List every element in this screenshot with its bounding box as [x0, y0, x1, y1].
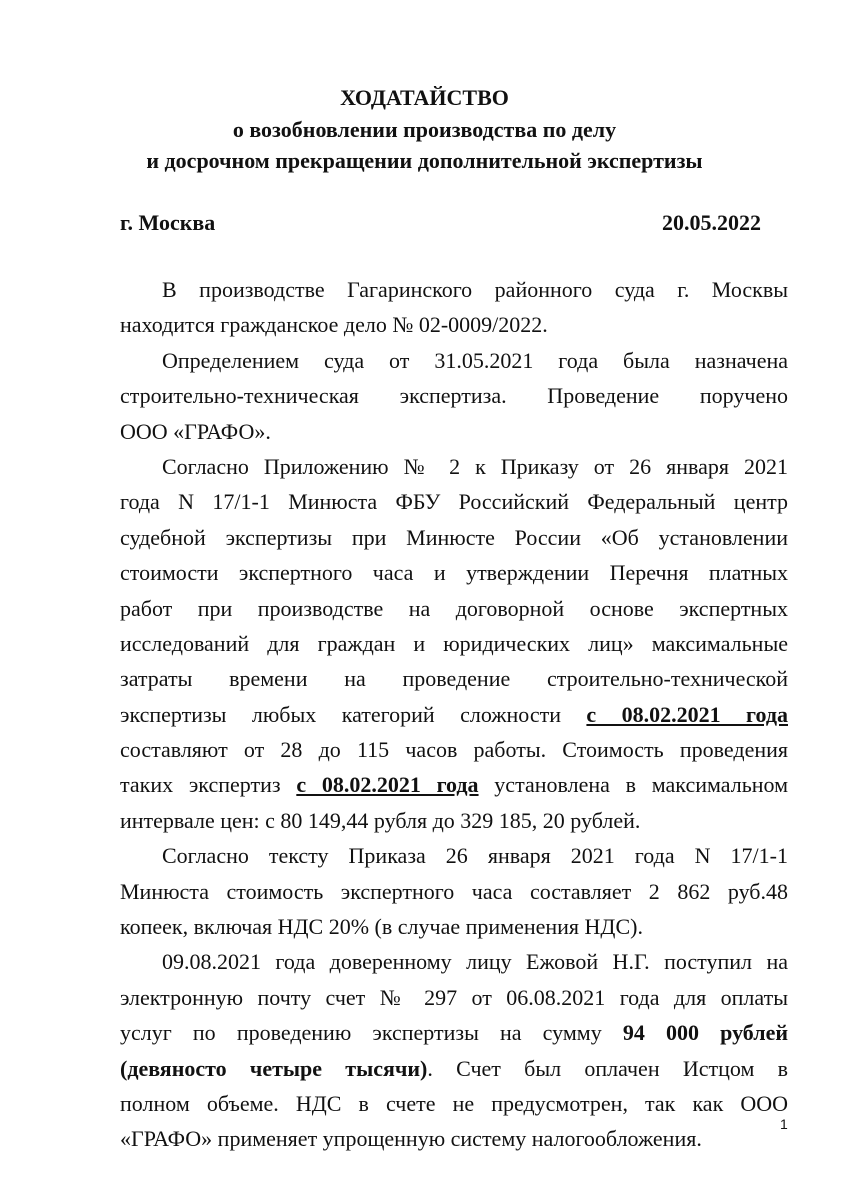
- text-line: [120, 874, 788, 909]
- paragraph: [120, 449, 788, 838]
- text-segment: В производстве Гагаринского районного суда г. Москвы: [162, 277, 788, 302]
- text-line: [120, 343, 788, 378]
- emphasized-text: с 08.02.2021 года: [296, 772, 479, 798]
- title-line-2: о возобновлении производства по делу: [232, 116, 617, 142]
- date: 20.05.2022: [662, 210, 761, 235]
- text-segment: стоимости экспертного часа и утверждении Перечня платных: [120, 560, 788, 586]
- text-segment: составляют от 28 до 115 часов работы. Стоимость проведения: [120, 737, 788, 763]
- text-segment: Минюста стоимость экспертного часа составляет 2 862 руб.48: [120, 878, 788, 904]
- emphasized-text: (девяносто четыре тысячи): [120, 1055, 428, 1081]
- document-title: [0, 82, 849, 177]
- text-segment: интервале цен: с 80 149,44 рубля до 329 185, 20 рублей.: [120, 807, 641, 833]
- text-segment: ООО «ГРАФО».: [120, 418, 271, 444]
- text-line: [120, 484, 788, 519]
- text-segment: копеек, включая НДС 20% (в случае применения НДС).: [120, 914, 643, 940]
- text-segment: строительно-техническая экспертиза. Проведение поручено: [120, 383, 788, 409]
- text-segment: установлена в максимальном: [478, 772, 789, 798]
- text-segment: услуг по проведению экспертизы на сумму: [120, 1020, 623, 1046]
- text-line: [120, 449, 788, 484]
- text-segment: полном объеме. НДС в счете не предусмотрен, так как ООО: [120, 1090, 788, 1116]
- title-line-3: и досрочном прекращении дополнительной экспертизы: [146, 148, 703, 173]
- paragraph: [120, 272, 788, 343]
- paragraph: [120, 838, 788, 944]
- text-line: [120, 1086, 788, 1121]
- text-segment: судебной экспертизы при Минюсте России «Об установлении: [120, 524, 788, 550]
- text-segment: таких экспертиз: [120, 772, 297, 798]
- text-segment: экспертизы любых категорий сложности: [120, 701, 587, 727]
- text-line: [120, 909, 788, 944]
- text-segment: работ при производстве на договорной основе экспертных: [120, 595, 788, 621]
- text-line: [120, 378, 788, 413]
- text-line: [120, 555, 788, 590]
- text-line: [120, 1051, 788, 1086]
- place-date-row: [120, 210, 761, 236]
- text-line: [120, 697, 788, 732]
- paragraph: [120, 343, 788, 449]
- text-line: [120, 414, 788, 449]
- page-number: 1: [780, 1116, 788, 1132]
- text-line: [120, 732, 788, 767]
- text-segment: затраты времени на проведение строительно-технической: [120, 666, 788, 692]
- text-line: [120, 1015, 788, 1050]
- text-segment: 09.08.2021 года доверенному лицу Ежовой Н.Г. поступил на: [162, 949, 788, 975]
- text-line: [120, 767, 788, 802]
- text-segment: электронную почту счет № 297 от 06.08.2021 года для оплаты: [120, 984, 788, 1010]
- text-segment: находится гражданское дело № 02-0009/2022.: [120, 312, 548, 338]
- text-segment: Согласно тексту Приказа 26 января 2021 года N 17/1-1: [162, 843, 788, 869]
- emphasized-text: 94 000 рублей: [622, 1020, 789, 1046]
- text-line: [120, 307, 788, 342]
- text-segment: года N 17/1-1 Минюста ФБУ Российский Федеральный центр: [120, 489, 788, 515]
- text-line: [120, 661, 788, 696]
- place: г. Москва: [120, 210, 216, 235]
- text-line: [120, 1121, 788, 1156]
- text-segment: «ГРАФО» применяет упрощенную систему налогообложения.: [120, 1126, 702, 1152]
- text-line: [120, 944, 788, 979]
- title-line-1: ХОДАТАЙСТВО: [340, 85, 509, 110]
- text-line: [120, 626, 788, 661]
- document-body: [120, 272, 788, 1157]
- text-segment: . Счет был оплачен Истцом в: [427, 1055, 788, 1081]
- paragraph: [120, 944, 788, 1156]
- text-line: [120, 838, 788, 873]
- text-line: [120, 272, 788, 307]
- text-line: [120, 591, 788, 626]
- text-segment: Согласно Приложению № 2 к Приказу от 26 января 2021: [162, 453, 788, 479]
- text-line: [120, 980, 788, 1015]
- text-segment: исследований для граждан и юридических лиц» максимальные: [120, 630, 788, 656]
- text-segment: Определением суда от 31.05.2021 года была назначена: [162, 347, 788, 373]
- text-line: [120, 803, 788, 838]
- emphasized-text: с 08.02.2021 года: [586, 701, 788, 727]
- text-line: [120, 520, 788, 555]
